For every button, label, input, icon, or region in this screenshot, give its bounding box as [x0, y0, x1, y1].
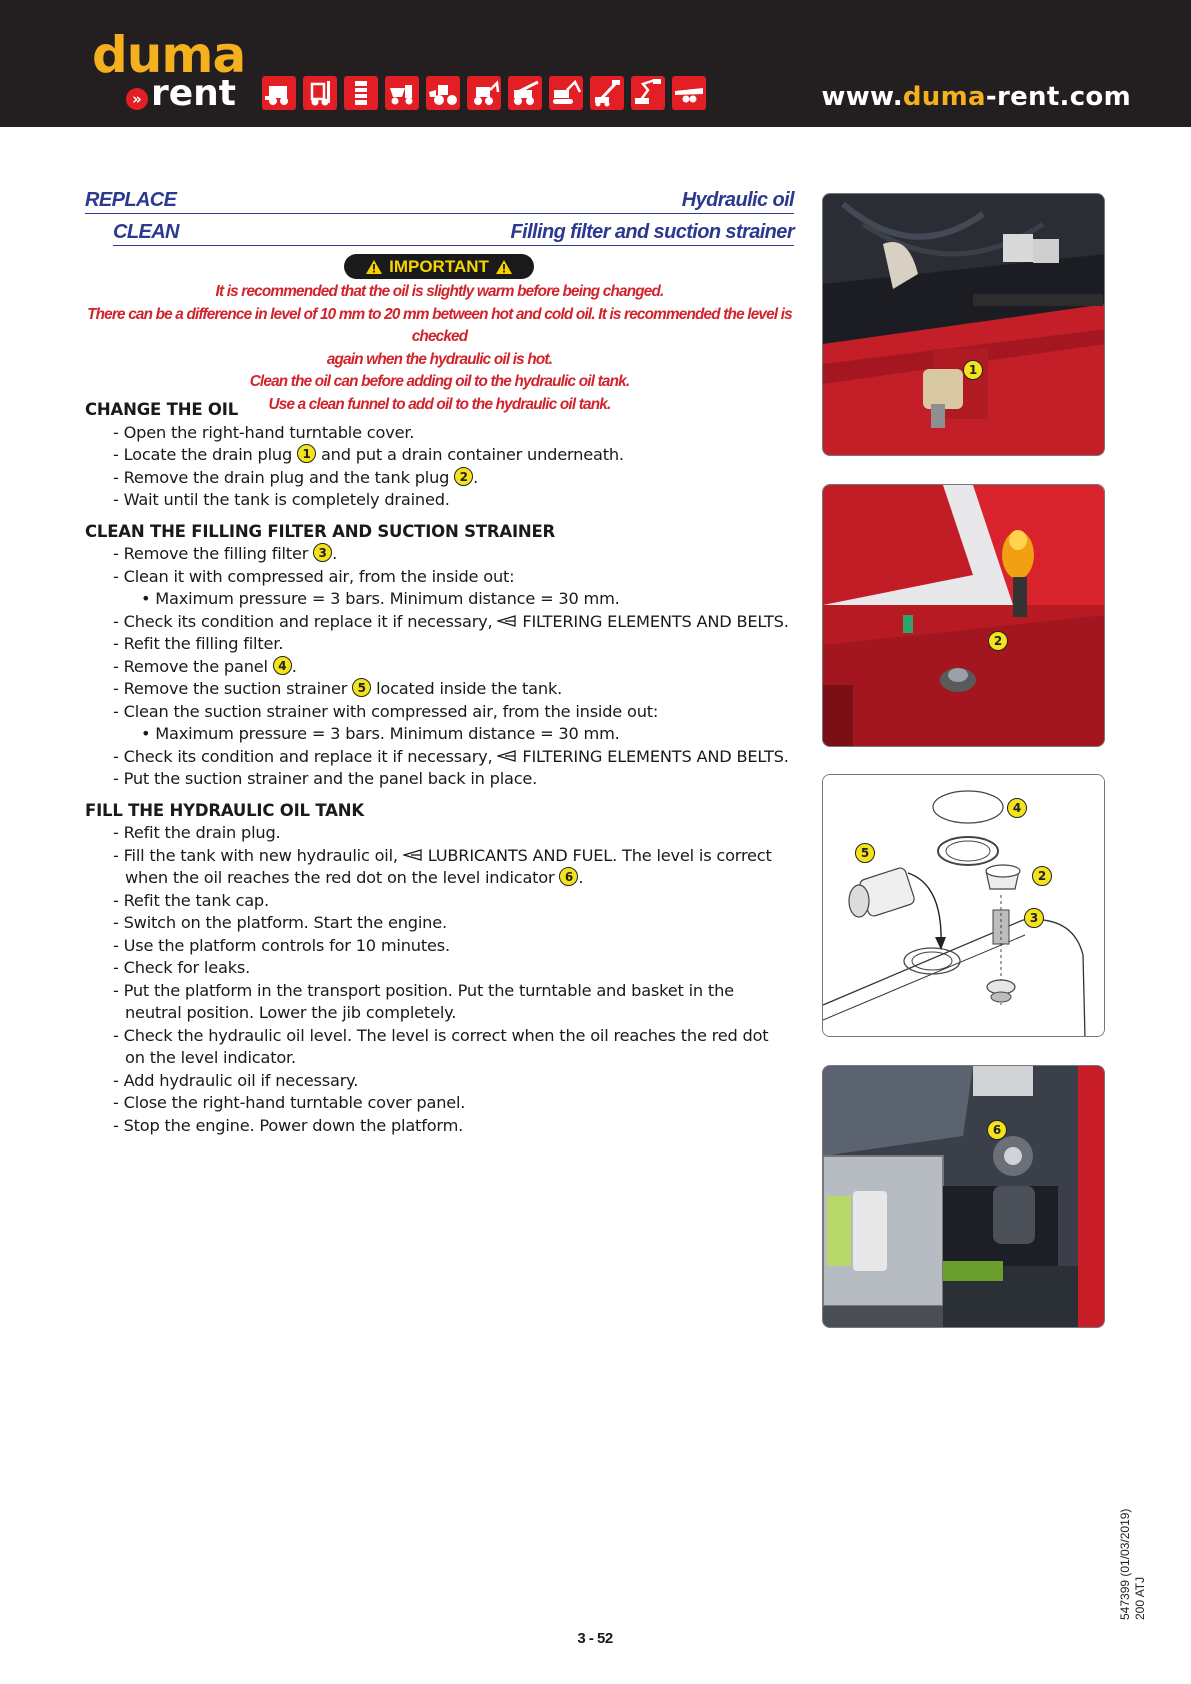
step	[85, 467, 797, 490]
tank-exploded-diagram	[823, 775, 1105, 1037]
step-text: FILTERING ELEMENTS AND BELTS.	[517, 611, 789, 631]
step: - Clean the suction strainer with compressed air, from the inside out:	[113, 701, 659, 721]
step: - Switch on the platform. Start the engine.	[113, 913, 447, 932]
callout-marker: 5	[352, 678, 371, 697]
machine-icon-strip	[262, 76, 706, 110]
important-label: IMPORTANT	[389, 256, 489, 276]
warning-line: There can be a difference in level of 10 mm to 20 mm between hot and cold oil. It is recommended the level is checked	[87, 305, 792, 345]
callout-marker: 5	[855, 843, 875, 863]
step-text: - Remove the drain plug and the tank plug	[113, 467, 455, 487]
boom-lift-icon	[590, 76, 624, 110]
section-heading: CLEAN THE FILLING FILTER AND SUCTION STRAINER	[85, 521, 556, 541]
callout-marker: 6	[987, 1120, 1007, 1140]
mini-dumper-icon	[385, 76, 419, 110]
step	[85, 656, 797, 679]
step-text: - Fill the tank with new hydraulic oil,	[113, 845, 403, 865]
step: - Refit the drain plug.	[113, 823, 281, 842]
step-text: - Remove the suction strainer	[113, 679, 353, 698]
title-row-clean	[113, 221, 794, 246]
step	[85, 444, 797, 467]
step: - Refit the filling filter.	[113, 634, 284, 653]
header-bar	[0, 0, 1191, 127]
step-text: LUBRICANTS AND FUEL. The level is correct	[422, 845, 772, 865]
step	[85, 543, 797, 566]
step: - Stop the engine. Power down the platform.	[113, 1115, 464, 1135]
title-action-clean: CLEAN	[113, 221, 179, 243]
title-subject-hydraulic-oil: Hydraulic oil	[681, 189, 794, 211]
section-heading: FILL THE HYDRAULIC OIL TANK	[85, 800, 364, 820]
reference-arrow-icon	[497, 615, 517, 627]
step: - Check for leaks.	[113, 958, 251, 977]
step: - Wait until the tank is completely drained.	[113, 490, 450, 509]
step-continuation	[85, 867, 797, 890]
step: - Put the suction strainer and the panel back in place.	[113, 769, 538, 788]
callout-marker: 6	[559, 867, 578, 886]
step-text: .	[473, 467, 479, 487]
step-text: .	[578, 868, 584, 887]
url-prefix: www.	[821, 82, 903, 112]
warning-line: Clean the oil can before adding oil to the hydraulic oil tank.	[249, 373, 630, 390]
step: - Open the right-hand turntable cover.	[113, 422, 415, 442]
callout-marker: 2	[1032, 866, 1052, 886]
warning-line: Use a clean funnel to add oil to the hydraulic oil tank.	[268, 395, 611, 413]
callout-marker: 2	[454, 467, 473, 486]
brand-chevron-icon: »	[126, 88, 148, 110]
step-text: and put a drain container underneath.	[316, 445, 624, 464]
website-url[interactable]	[821, 82, 1131, 112]
reference-arrow-icon	[497, 750, 517, 762]
step-text: located inside the tank.	[371, 679, 563, 698]
backhoe-icon	[467, 76, 501, 110]
callout-marker: 2	[988, 631, 1008, 651]
step	[85, 746, 797, 769]
section-clean-filter	[85, 521, 797, 791]
step-text: - Remove the panel	[113, 656, 273, 676]
doc-ref-line: 547399 (01/03/2019)	[1118, 1508, 1132, 1620]
skid-steer-icon	[262, 76, 296, 110]
excavator-icon	[549, 76, 583, 110]
brand-logo-rent: rent	[151, 73, 237, 114]
tank-plug-photo-illustration	[823, 485, 1105, 747]
drain-plug-photo-illustration	[823, 194, 1105, 456]
warning-line: It is recommended that the oil is slightly warm before being changed.	[215, 283, 664, 300]
step-text: .	[291, 656, 297, 676]
callout-marker: 3	[1024, 908, 1044, 928]
level-indicator-photo-illustration	[823, 1066, 1105, 1328]
section-fill-tank	[85, 800, 797, 1138]
step-text: FILTERING ELEMENTS AND BELTS.	[517, 746, 789, 766]
step-text: - Check its condition and replace it if necessary,	[113, 611, 498, 631]
step	[85, 845, 797, 868]
callout-marker: 4	[273, 656, 292, 675]
callout-marker: 3	[313, 543, 332, 562]
document-reference	[1118, 1509, 1148, 1620]
important-notes	[85, 281, 794, 416]
step: - Use the platform controls for 10 minutes.	[113, 935, 450, 955]
forklift-icon	[303, 76, 337, 110]
reference-arrow-icon	[403, 849, 423, 861]
url-accent: duma	[902, 82, 986, 112]
diagram-tank-exploded	[822, 774, 1105, 1037]
step-bullet: • Maximum pressure = 3 bars. Minimum distance = 30 mm.	[141, 724, 620, 743]
step-text: when the oil reaches the red dot on the level indicator	[125, 868, 560, 887]
step	[85, 678, 797, 701]
step	[85, 611, 797, 634]
page-number: 3 - 52	[577, 1630, 613, 1647]
step: - Add hydraulic oil if necessary.	[113, 1070, 359, 1090]
title-row-replace	[85, 189, 794, 214]
photo-drain-plug	[822, 193, 1105, 456]
warning-line: again when the hydraulic oil is hot.	[326, 350, 553, 368]
wheel-loader-icon	[426, 76, 460, 110]
compactor-icon	[344, 76, 378, 110]
step-continuation: on the level indicator.	[125, 1048, 296, 1067]
section-change-oil	[85, 399, 797, 512]
callout-marker: 1	[963, 360, 983, 380]
step-text: - Locate the drain plug	[113, 445, 298, 464]
title-action-replace: REPLACE	[85, 189, 177, 211]
step: - Close the right-hand turntable cover panel.	[113, 1093, 466, 1112]
step: - Put the platform in the transport position. Put the turntable and basket in the	[113, 980, 734, 1000]
procedure-body	[85, 399, 797, 1146]
important-badge	[344, 254, 534, 279]
doc-ref-line: 200 ATJ	[1133, 1576, 1147, 1620]
title-subject-filter: Filling filter and suction strainer	[510, 221, 794, 243]
warning-triangle-icon	[495, 259, 513, 275]
step-text: .	[332, 544, 338, 563]
telehandler-icon	[508, 76, 542, 110]
step: - Refit the tank cap.	[113, 890, 269, 910]
step-continuation: neutral position. Lower the jib completely.	[125, 1003, 457, 1022]
photo-tank-plug	[822, 484, 1105, 747]
step: - Check the hydraulic oil level. The level is correct when the oil reaches the red dot	[113, 1025, 769, 1045]
photo-level-indicator	[822, 1065, 1105, 1328]
step: - Clean it with compressed air, from the inside out:	[113, 566, 515, 586]
warning-triangle-icon	[365, 259, 383, 275]
articulating-lift-icon	[631, 76, 665, 110]
callout-marker: 4	[1007, 798, 1027, 818]
step-bullet: • Maximum pressure = 3 bars. Minimum distance = 30 mm.	[141, 589, 620, 608]
step-text: - Check its condition and replace it if necessary,	[113, 746, 498, 766]
callout-marker: 1	[297, 444, 316, 463]
trailer-icon	[672, 76, 706, 110]
step-text: - Remove the filling filter	[113, 544, 314, 563]
brand-logo-duma: duma	[92, 26, 246, 84]
url-suffix: -rent.com	[985, 82, 1131, 112]
section-heading: CHANGE THE OIL	[85, 400, 239, 419]
